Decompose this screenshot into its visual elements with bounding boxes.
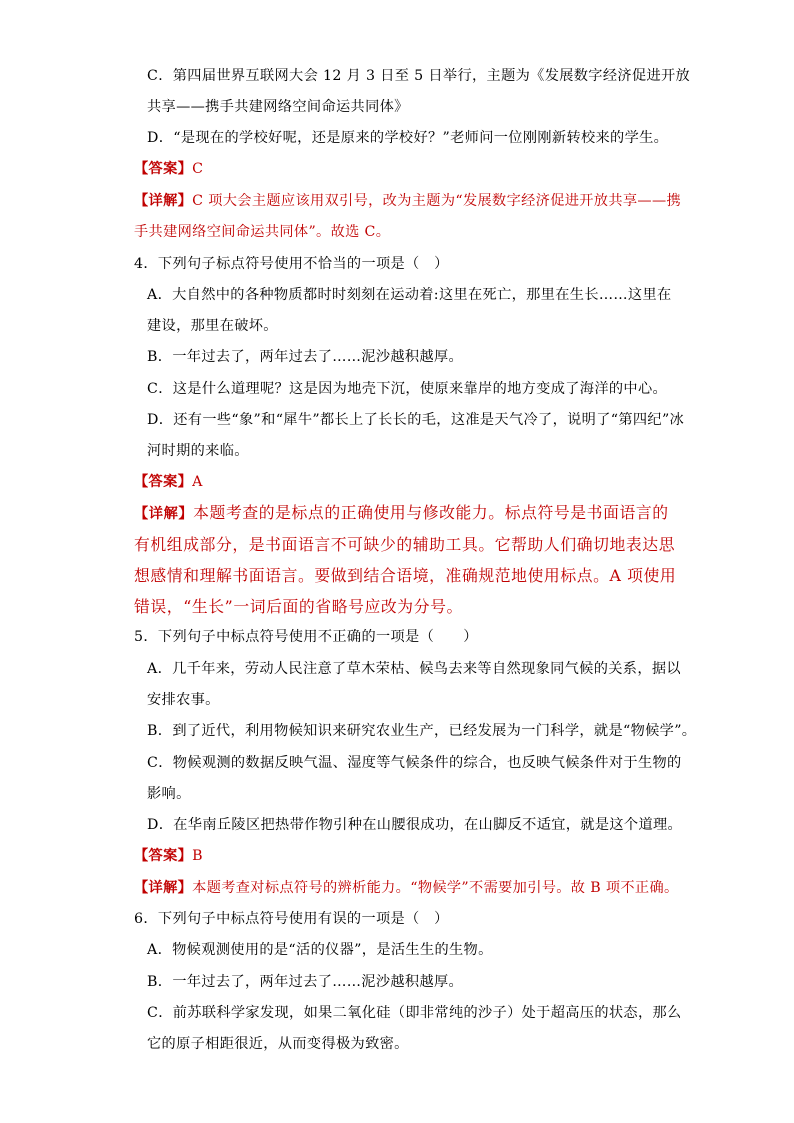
answer-value: B: [192, 848, 203, 864]
q5-option-d: D．在华南丘陵区把热带作物引种在山腰很成功，在山脚反不适宜，就是这个道理。: [147, 817, 683, 833]
q6-option-b: B．一年过去了，两年过去了……泥沙越积越厚。: [147, 974, 464, 990]
detail-tag: 【详解】: [134, 193, 193, 209]
answer-tag: 【答案】: [134, 848, 193, 864]
q4-option-c: C．这是什么道理呢？这是因为地壳下沉，使原来靠岸的地方变成了海洋的中心。: [147, 381, 668, 397]
q4-detail-line3: 想感情和理解书面语言。要做到结合语境，准确规范地使用标点。A 项使用: [134, 566, 677, 585]
q4-option-d-line2: 河时期的来临。: [147, 443, 249, 459]
q6-option-c-line1: C．前苏联科学家发现，如果二氧化硅（即非常纯的沙子）处于超高压的状态，那么: [147, 1005, 682, 1021]
q4-option-a-line2: 建设，那里在破坏。: [147, 318, 278, 334]
detail-tag: 【详解】: [134, 506, 194, 522]
q4-stem: 4．下列句子标点符号使用不恰当的一项是（ ）: [134, 256, 449, 272]
q3-option-c-line2: 共享——携手共建网络空间命运共同体》: [147, 99, 409, 115]
q5-option-c-line1: C．物候观测的数据反映气温、湿度等气候条件的综合，也反映气候条件对于生物的: [147, 755, 682, 771]
q3-option-d: D．“是现在的学校好呢，还是原来的学校好？”老师问一位刚刚新转校来的学生。: [147, 130, 669, 146]
q4-detail-line4: 错误，“生长”一词后面的省略号应改为分号。: [134, 597, 463, 616]
q3-detail-line1: [134, 191, 681, 211]
q5-answer: [134, 846, 203, 866]
q4-detail-line1: [134, 502, 669, 525]
answer-tag: 【答案】: [134, 161, 193, 177]
q6-stem: 6．下列句子中标点符号使用有误的一项是（ ）: [134, 911, 449, 927]
answer-value: C: [192, 161, 204, 177]
answer-tag: 【答案】: [134, 474, 193, 490]
q4-option-a-line1: A．大自然中的各种物质都时时刻刻在运动着:这里在死亡，那里在生长……这里在: [147, 287, 672, 303]
q5-stem: 5．下列句子中标点符号使用不正确的一项是（ ）: [134, 629, 478, 645]
detail-text: C 项大会主题应该用双引号，改为主题为“发展数字经济促进开放共享——携: [192, 193, 682, 209]
q6-option-a: A．物候观测使用的是“活的仪器”，是活生生的生物。: [147, 942, 493, 958]
q3-option-c-line1: C．第四届世界互联网大会 12 月 3 日至 5 日举行，主题为《发展数字经济促进开放: [147, 68, 691, 84]
q4-answer: [134, 472, 203, 492]
q3-detail-line2: 手共建网络空间命运共同体”。故选 C。: [134, 224, 391, 240]
q4-option-b: B．一年过去了，两年过去了……泥沙越积越厚。: [147, 349, 464, 365]
answer-value: A: [192, 474, 203, 490]
q5-option-b: B．到了近代，利用物候知识来研究农业生产，已经发展为一门科学，就是“物候学”。: [147, 723, 697, 739]
q6-option-c-line2: 它的原子相距很近，从而变得极为致密。: [147, 1036, 409, 1052]
q5-option-a-line2: 安排农事。: [147, 692, 220, 708]
q5-option-a-line1: A．几千年来，劳动人民注意了草木荣枯、候鸟去来等自然现象同气候的关系，据以: [147, 661, 681, 677]
q5-detail: [134, 878, 679, 898]
detail-tag: 【详解】: [134, 880, 193, 896]
detail-text: 本题考查对标点符号的辨析能力。“物候学”不需要加引号。故 B 项不正确。: [192, 880, 679, 896]
detail-text: 本题考查的是标点的正确使用与修改能力。标点符号是书面语言的: [193, 503, 669, 522]
q4-option-d-line1: D．还有一些“象”和“犀牛”都长上了长长的毛，这准是天气冷了，说明了“第四纪”冰: [147, 412, 685, 428]
q4-detail-line2: 有机组成部分，是书面语言不可缺少的辅助工具。它帮助人们确切地表达思: [134, 535, 676, 554]
q5-option-c-line2: 影响。: [147, 786, 191, 802]
q3-answer: [134, 159, 203, 179]
